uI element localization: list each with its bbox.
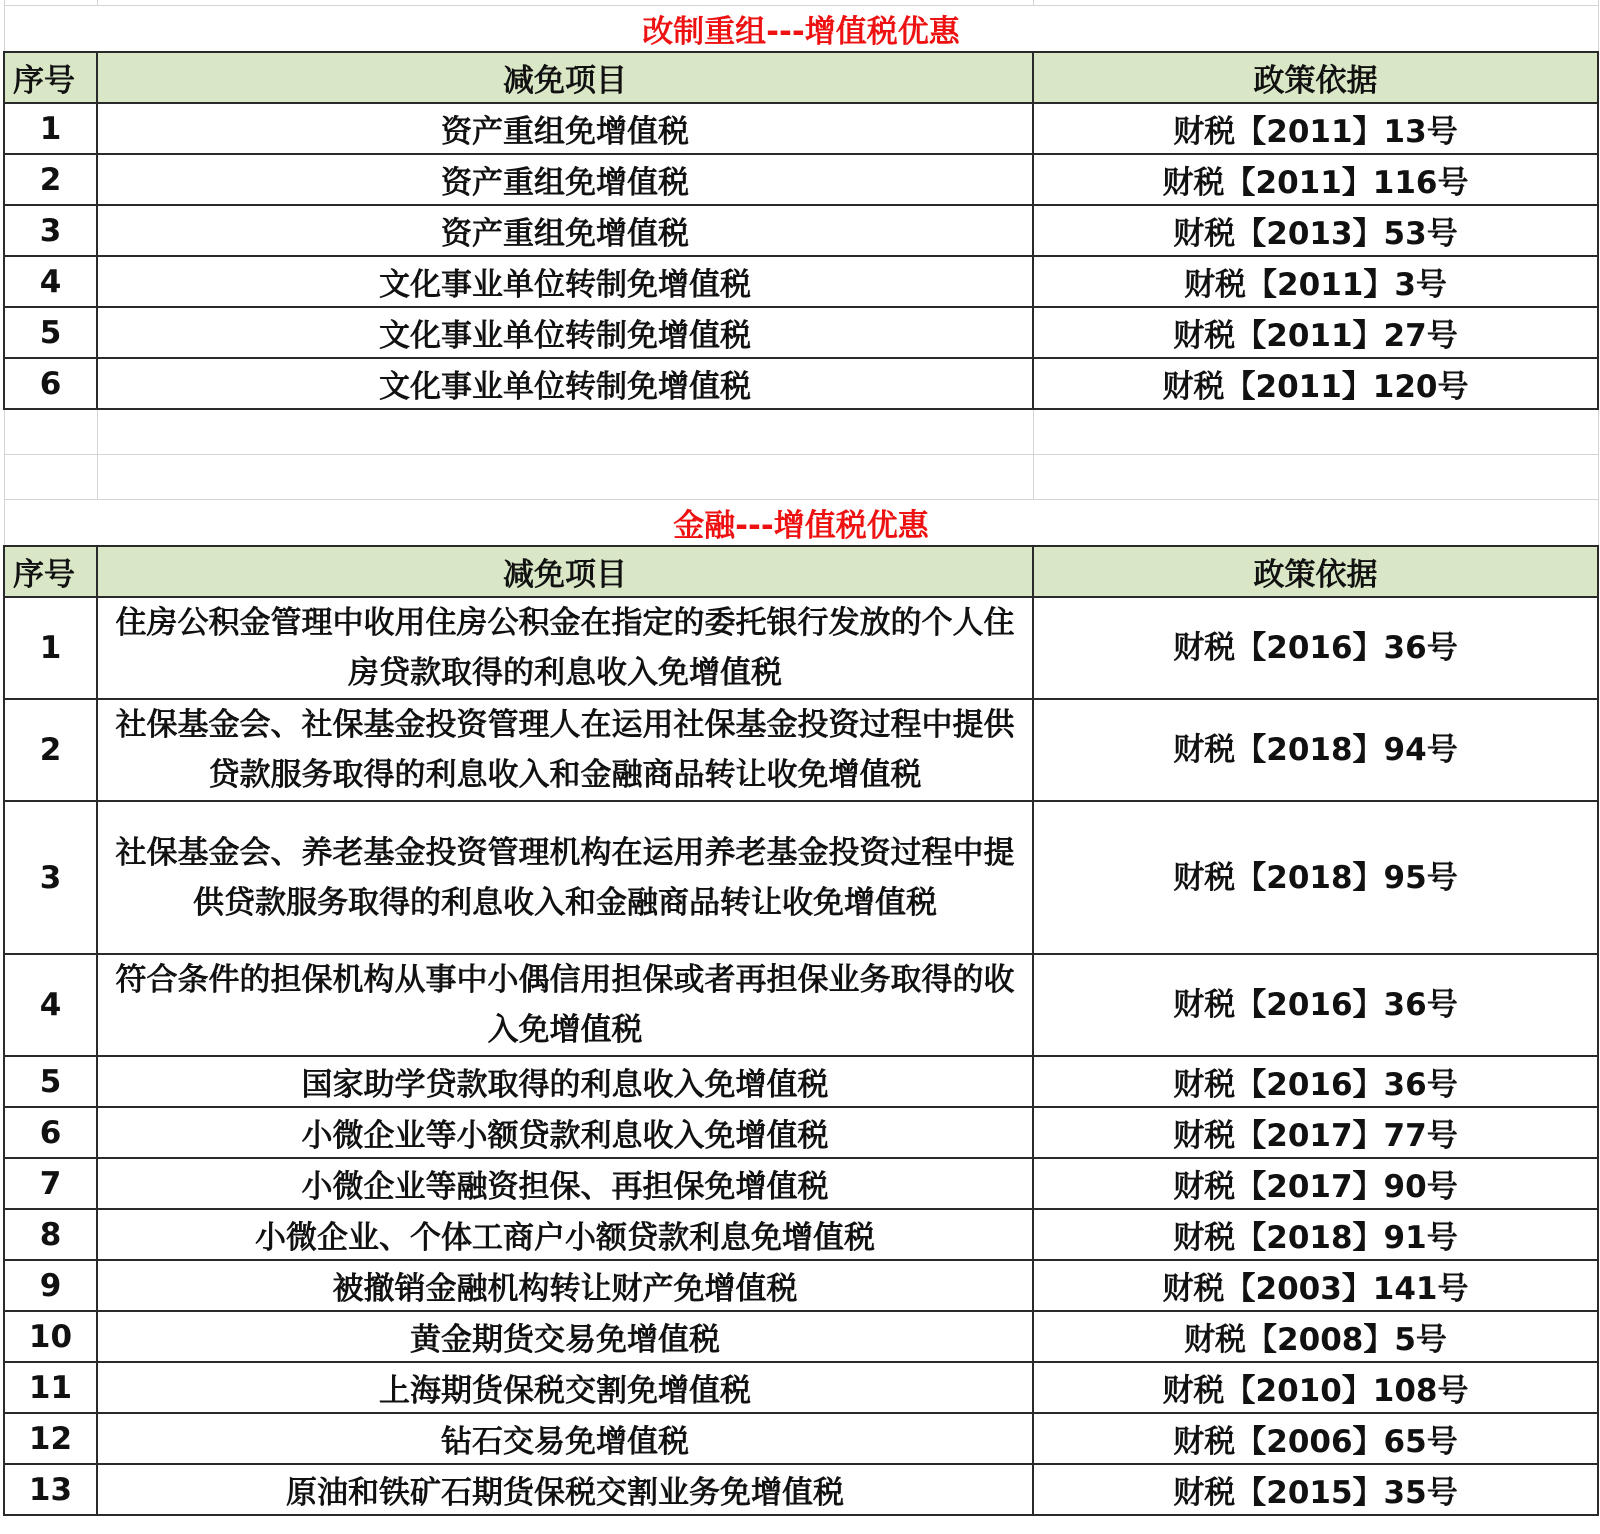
row-item[interactable]: 钻石交易免增值税: [97, 1413, 1033, 1464]
table-row: [4, 307, 1598, 358]
table-row: [4, 1260, 1598, 1311]
row-basis[interactable]: 财税【2010】108号: [1033, 1362, 1598, 1413]
row-item[interactable]: 资产重组免增值税: [97, 205, 1033, 256]
row-item[interactable]: 资产重组免增值税: [97, 103, 1033, 154]
table-row: [4, 1362, 1598, 1413]
blank-row: [4, 409, 1598, 455]
row-no[interactable]: 13: [4, 1464, 97, 1515]
row-basis[interactable]: 财税【2018】95号: [1033, 801, 1598, 954]
row-basis[interactable]: 财税【2015】35号: [1033, 1464, 1598, 1515]
blank-cell[interactable]: [4, 409, 97, 455]
table-row: [4, 1209, 1598, 1260]
row-item[interactable]: 资产重组免增值税: [97, 154, 1033, 205]
row-basis[interactable]: 财税【2013】53号: [1033, 205, 1598, 256]
row-item[interactable]: 小微企业等融资担保、再担保免增值税: [97, 1158, 1033, 1209]
row-basis[interactable]: 财税【2011】120号: [1033, 358, 1598, 409]
row-item[interactable]: 文化事业单位转制免增值税: [97, 358, 1033, 409]
blank-cell[interactable]: [97, 409, 1033, 455]
policy-table: [3, 0, 1599, 1516]
row-item[interactable]: 小微企业、个体工商户小额贷款利息免增值税: [97, 1209, 1033, 1260]
row-item[interactable]: 社保基金会、养老基金投资管理机构在运用养老基金投资过程中提供贷款服务取得的利息收入和金融商品转让收免增值税: [97, 801, 1033, 954]
spreadsheet: [3, 0, 1597, 1516]
row-no[interactable]: 7: [4, 1158, 97, 1209]
row-basis[interactable]: 财税【2006】65号: [1033, 1413, 1598, 1464]
row-item[interactable]: 社保基金会、社保基金投资管理人在运用社保基金投资过程中提供贷款服务取得的利息收入和金融商品转让收免增值税: [97, 699, 1033, 801]
header-row: [4, 546, 1598, 597]
header-basis[interactable]: 政策依据: [1033, 52, 1598, 103]
row-no[interactable]: 4: [4, 954, 97, 1056]
row-no[interactable]: 1: [4, 103, 97, 154]
table-row: [4, 1311, 1598, 1362]
row-item[interactable]: 黄金期货交易免增值税: [97, 1311, 1033, 1362]
section-title[interactable]: 金融---增值税优惠: [4, 500, 1598, 547]
table-row: [4, 1107, 1598, 1158]
table-row: [4, 205, 1598, 256]
row-basis[interactable]: 财税【2016】36号: [1033, 954, 1598, 1056]
row-no[interactable]: 3: [4, 205, 97, 256]
section-title[interactable]: 改制重组---增值税优惠: [4, 6, 1598, 53]
blank-cell[interactable]: [4, 455, 97, 500]
table-row: [4, 699, 1598, 801]
table-row: [4, 1464, 1598, 1515]
row-no[interactable]: 6: [4, 1107, 97, 1158]
header-item[interactable]: 减免项目: [97, 52, 1033, 103]
row-basis[interactable]: 财税【2016】36号: [1033, 1056, 1598, 1107]
table-row: [4, 103, 1598, 154]
row-no[interactable]: 2: [4, 699, 97, 801]
row-basis[interactable]: 财税【2003】141号: [1033, 1260, 1598, 1311]
row-no[interactable]: 10: [4, 1311, 97, 1362]
row-basis[interactable]: 财税【2011】27号: [1033, 307, 1598, 358]
row-basis[interactable]: 财税【2011】3号: [1033, 256, 1598, 307]
row-item[interactable]: 文化事业单位转制免增值税: [97, 307, 1033, 358]
row-no[interactable]: 4: [4, 256, 97, 307]
row-basis[interactable]: 财税【2016】36号: [1033, 597, 1598, 699]
row-item[interactable]: 文化事业单位转制免增值税: [97, 256, 1033, 307]
row-basis[interactable]: 财税【2011】13号: [1033, 103, 1598, 154]
header-basis[interactable]: 政策依据: [1033, 546, 1598, 597]
row-item[interactable]: 原油和铁矿石期货保税交割业务免增值税: [97, 1464, 1033, 1515]
row-no[interactable]: 6: [4, 358, 97, 409]
section-title-row: [4, 6, 1598, 53]
blank-cell[interactable]: [1033, 409, 1598, 455]
row-basis[interactable]: 财税【2011】116号: [1033, 154, 1598, 205]
row-basis[interactable]: 财税【2017】90号: [1033, 1158, 1598, 1209]
row-item[interactable]: 住房公积金管理中收用住房公积金在指定的委托银行发放的个人住房贷款取得的利息收入免增值税: [97, 597, 1033, 699]
row-item[interactable]: 被撤销金融机构转让财产免增值税: [97, 1260, 1033, 1311]
blank-row: [4, 455, 1598, 500]
row-no[interactable]: 9: [4, 1260, 97, 1311]
table-row: [4, 801, 1598, 954]
row-no[interactable]: 2: [4, 154, 97, 205]
row-item[interactable]: 国家助学贷款取得的利息收入免增值税: [97, 1056, 1033, 1107]
row-basis[interactable]: 财税【2008】5号: [1033, 1311, 1598, 1362]
row-no[interactable]: 11: [4, 1362, 97, 1413]
table-row: [4, 1413, 1598, 1464]
row-basis[interactable]: 财税【2018】94号: [1033, 699, 1598, 801]
row-basis[interactable]: 财税【2017】77号: [1033, 1107, 1598, 1158]
header-item[interactable]: 减免项目: [97, 546, 1033, 597]
table-row: [4, 1158, 1598, 1209]
row-item[interactable]: 符合条件的担保机构从事中小偶信用担保或者再担保业务取得的收入免增值税: [97, 954, 1033, 1056]
header-row: [4, 52, 1598, 103]
blank-cell[interactable]: [1033, 455, 1598, 500]
header-no[interactable]: 序号: [4, 546, 97, 597]
table-row: [4, 358, 1598, 409]
row-no[interactable]: 8: [4, 1209, 97, 1260]
table-row: [4, 1056, 1598, 1107]
row-no[interactable]: 3: [4, 801, 97, 954]
row-no[interactable]: 1: [4, 597, 97, 699]
row-no[interactable]: 5: [4, 1056, 97, 1107]
row-item[interactable]: 上海期货保税交割免增值税: [97, 1362, 1033, 1413]
blank-cell[interactable]: [97, 455, 1033, 500]
section-title-row: [4, 500, 1598, 547]
row-basis[interactable]: 财税【2018】91号: [1033, 1209, 1598, 1260]
table-row: [4, 256, 1598, 307]
table-row: [4, 597, 1598, 699]
header-no[interactable]: 序号: [4, 52, 97, 103]
row-item[interactable]: 小微企业等小额贷款利息收入免增值税: [97, 1107, 1033, 1158]
row-no[interactable]: 5: [4, 307, 97, 358]
table-row: [4, 954, 1598, 1056]
row-no[interactable]: 12: [4, 1413, 97, 1464]
table-row: [4, 154, 1598, 205]
